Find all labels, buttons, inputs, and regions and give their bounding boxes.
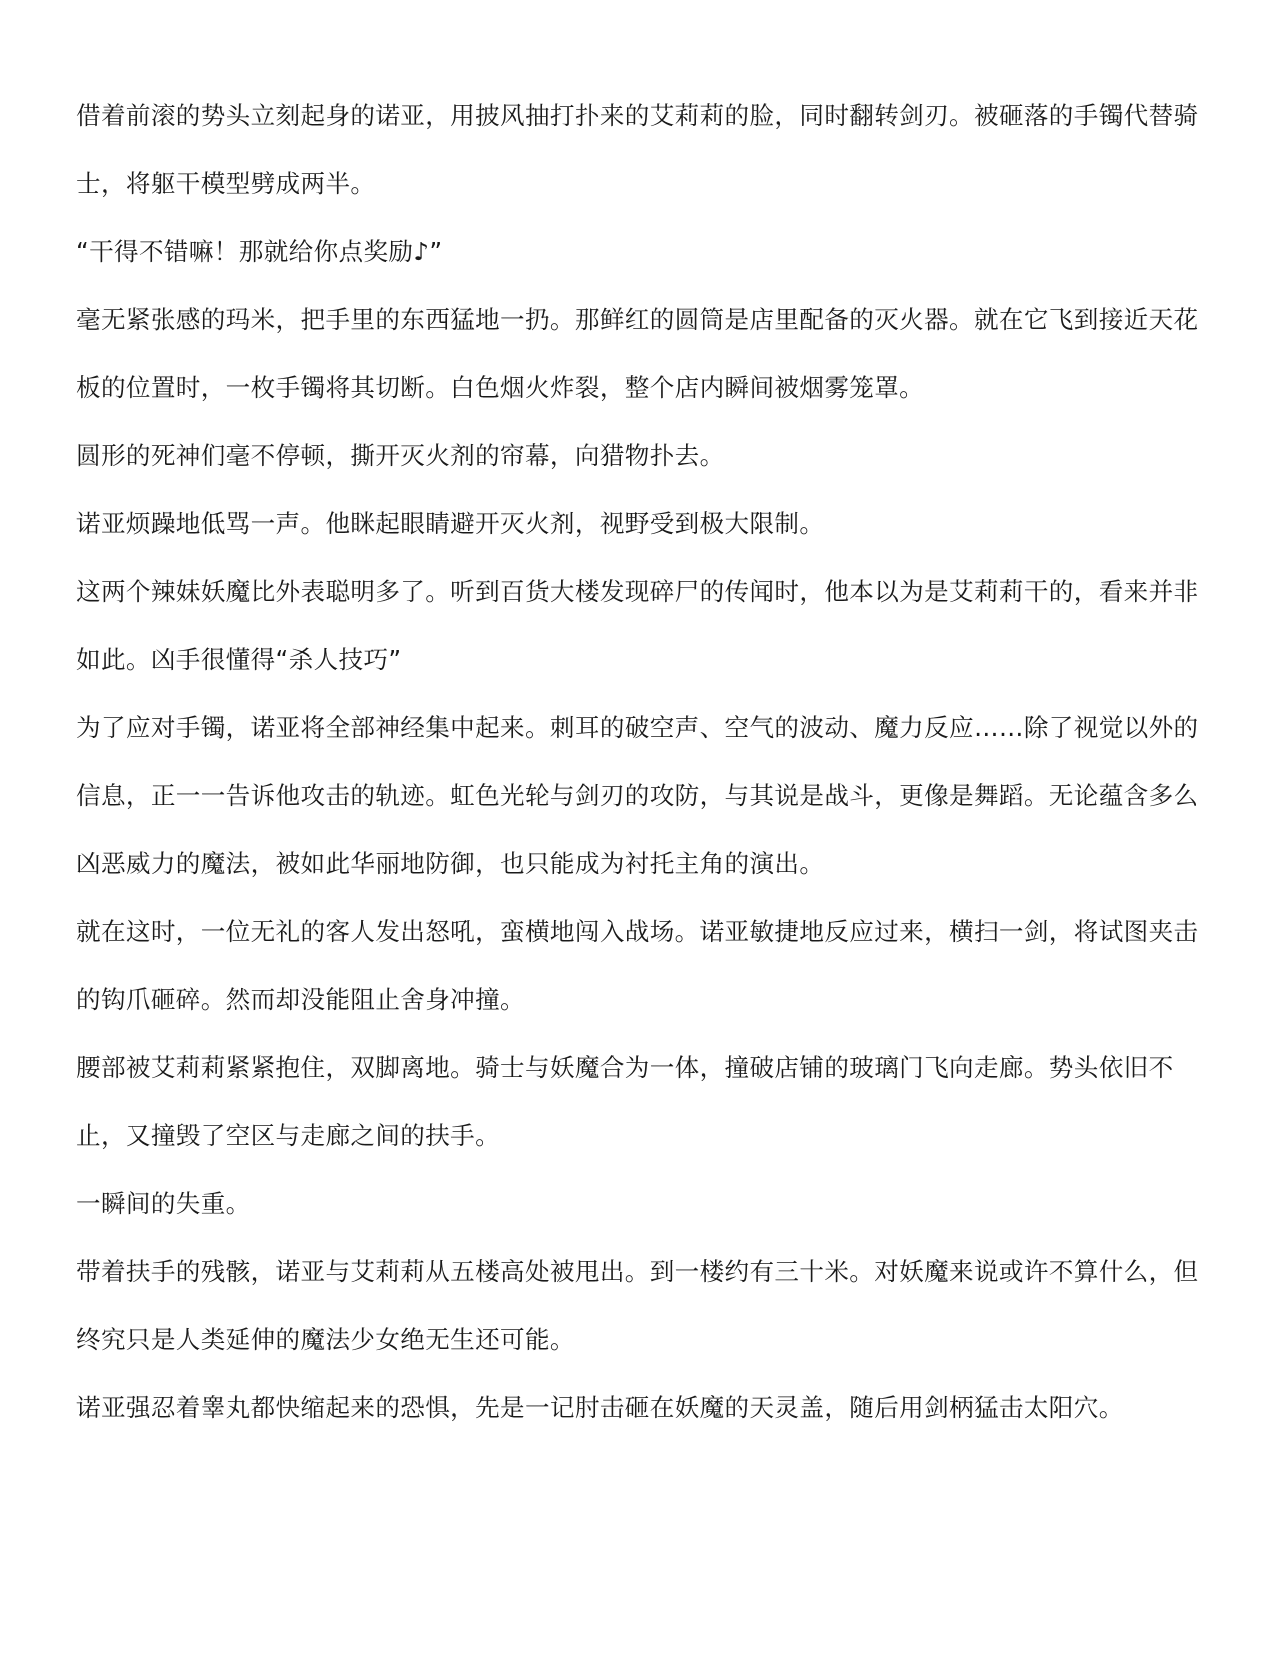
paragraph: 就在这时，一位无礼的客人发出怒吼，蛮横地闯入战场。诺亚敏捷地反应过来，横扫一剑，将试图夹击的钩爪砸碎。然而却没能阻止舍身冲撞。 <box>76 917 1199 1014</box>
paragraph: 毫无紧张感的玛米，把手里的东西猛地一扔。那鲜红的圆筒是店里配备的灭火器。就在它飞到接近天花板的位置时，一枚手镯将其切断。白色烟火炸裂，整个店内瞬间被烟雾笼罩。 <box>76 305 1199 402</box>
paragraph: 这两个辣妹妖魔比外表聪明多了。听到百货大楼发现碎尸的传闻时，他本以为是艾莉莉干的，看来并非如此。凶手很懂得“杀人技巧” <box>76 577 1199 674</box>
document-body <box>76 82 1206 1442</box>
paragraph: 带着扶手的残骸，诺亚与艾莉莉从五楼高处被甩出。到一楼约有三十米。对妖魔来说或许不算什么，但终究只是人类延伸的魔法少女绝无生还可能。 <box>76 1257 1199 1354</box>
paragraph: 为了应对手镯，诺亚将全部神经集中起来。刺耳的破空声、空气的波动、魔力反应……除了视觉以外的信息，正一一告诉他攻击的轨迹。虹色光轮与剑刃的攻防，与其说是战斗，更像是舞蹈。无论蕴含多么凶恶威力的魔法，被如此华丽地防御，也只能成为衬托主角的演出。 <box>76 713 1199 878</box>
paragraph: 借着前滚的势头立刻起身的诺亚，用披风抽打扑来的艾莉莉的脸，同时翻转剑刃。被砸落的手镯代替骑士，将躯干模型劈成两半。 <box>76 101 1199 198</box>
paragraph: 诺亚烦躁地低骂一声。他眯起眼睛避开灭火剂，视野受到极大限制。 <box>76 509 825 538</box>
paragraph: 诺亚强忍着睾丸都快缩起来的恐惧，先是一记肘击砸在妖魔的天灵盖，随后用剑柄猛击太阳穴。 <box>76 1393 1124 1422</box>
paragraph: 腰部被艾莉莉紧紧抱住，双脚离地。骑士与妖魔合为一体，撞破店铺的玻璃门飞向走廊。势头依旧不止，又撞毁了空区与走廊之间的扶手。 <box>76 1053 1174 1150</box>
paragraph: 圆形的死神们毫不停顿，撕开灭火剂的帘幕，向猎物扑去。 <box>76 441 725 470</box>
paragraph: 一瞬间的失重。 <box>76 1189 251 1218</box>
paragraph: “干得不错嘛！那就给你点奖励♪” <box>76 237 443 266</box>
